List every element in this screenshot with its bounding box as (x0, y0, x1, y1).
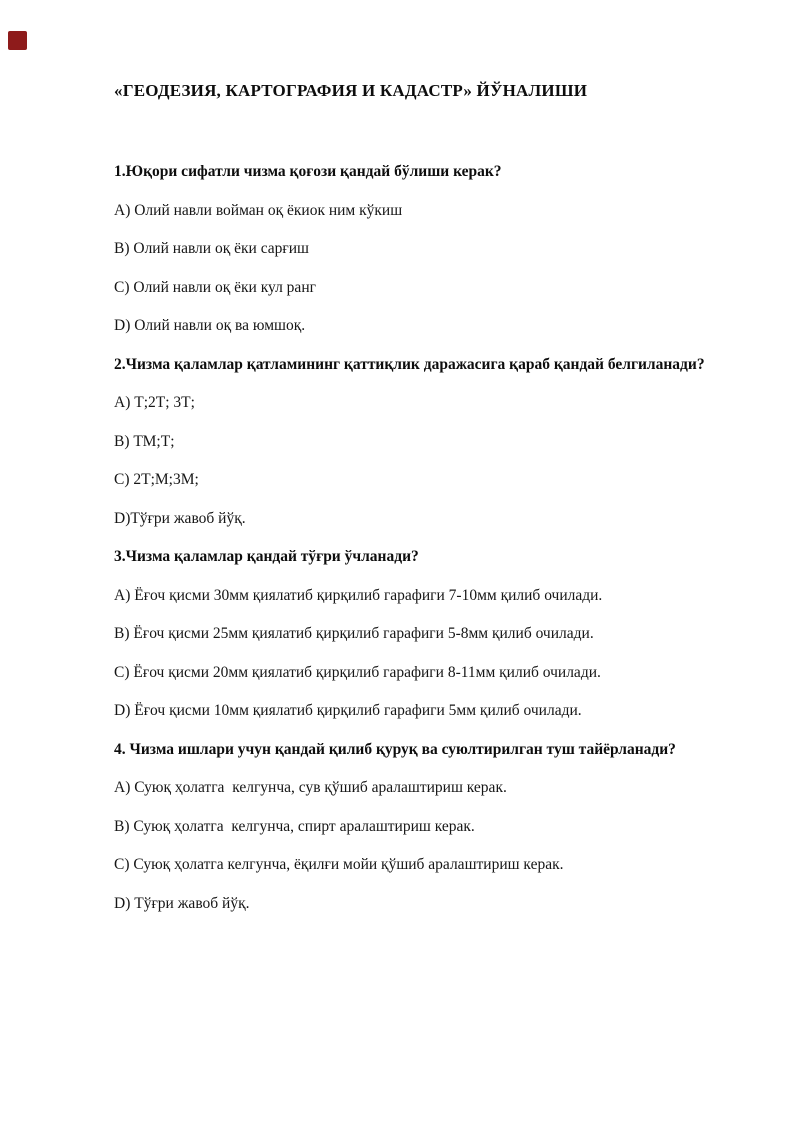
answer-option: D)Тўғри жавоб йўқ. (114, 509, 246, 527)
answer-option: D) Тўғри жавоб йўқ. (114, 894, 250, 912)
question-heading: 2.Чизма қаламлар қатламининг қаттиқлик даражасига қараб қандай белгиланади? (114, 355, 705, 373)
answer-option: B) Ёғоч қисми 25мм қиялатиб қирқилиб гарафиги 5-8мм қилиб очилади. (114, 625, 594, 642)
question-block (114, 351, 714, 532)
answer-option: A) Т;2Т; 3Т; (114, 394, 195, 411)
answer-option: A) Ёғоч қисми 30мм қиялатиб қирқилиб гарафиги 7-10мм қилиб очилади. (114, 586, 603, 604)
document-title: «ГЕОДЕЗИЯ, КАРТОГРАФИЯ И КАДАСТР» ЙЎНАЛИШИ (114, 81, 588, 100)
question-heading: 3.Чизма қаламлар қандай тўғри ўчланади? (114, 548, 419, 565)
answer-option: A) Суюқ ҳолатга келгунча, сув қўшиб аралаштириш керак. (114, 779, 507, 796)
question-block (114, 736, 714, 917)
answer-option: C) 2Т;М;3М; (114, 471, 199, 488)
answer-option: C) Суюқ ҳолатга келгунча, ёқилғи мойи қўшиб аралаштириш керак. (114, 856, 564, 873)
answer-option: B) Олий навли оқ ёки сарғиш (114, 240, 309, 257)
answer-option: C) Олий навли оқ ёки кул ранг (114, 278, 316, 296)
answer-option: B) Суюқ ҳолатга келгунча, спирт аралаштириш керак. (114, 817, 475, 835)
question-heading: 1.Юқори сифатли чизма қоғози қандай бўлиши керак? (114, 163, 502, 180)
answer-option: C) Ёғоч қисми 20мм қиялатиб қирқилиб гарафиги 8-11мм қилиб очилади. (114, 663, 601, 681)
answer-option: D) Ёғоч қисми 10мм қиялатиб қирқилиб гарафиги 5мм қилиб очилади. (114, 702, 582, 719)
answer-option: A) Олий навли войман оқ ёкиок ним кўкиш (114, 201, 403, 219)
question-block (114, 158, 714, 339)
page-corner-marker (8, 31, 27, 50)
question-heading: 4. Чизма ишлари учун қандай қилиб қуруқ ва суюлтирилган туш тайёрланади? (114, 740, 676, 758)
question-block (114, 543, 714, 724)
answer-option: B) ТМ;Т; (114, 432, 175, 450)
answer-option: D) Олий навли оқ ва юмшоқ. (114, 317, 306, 334)
